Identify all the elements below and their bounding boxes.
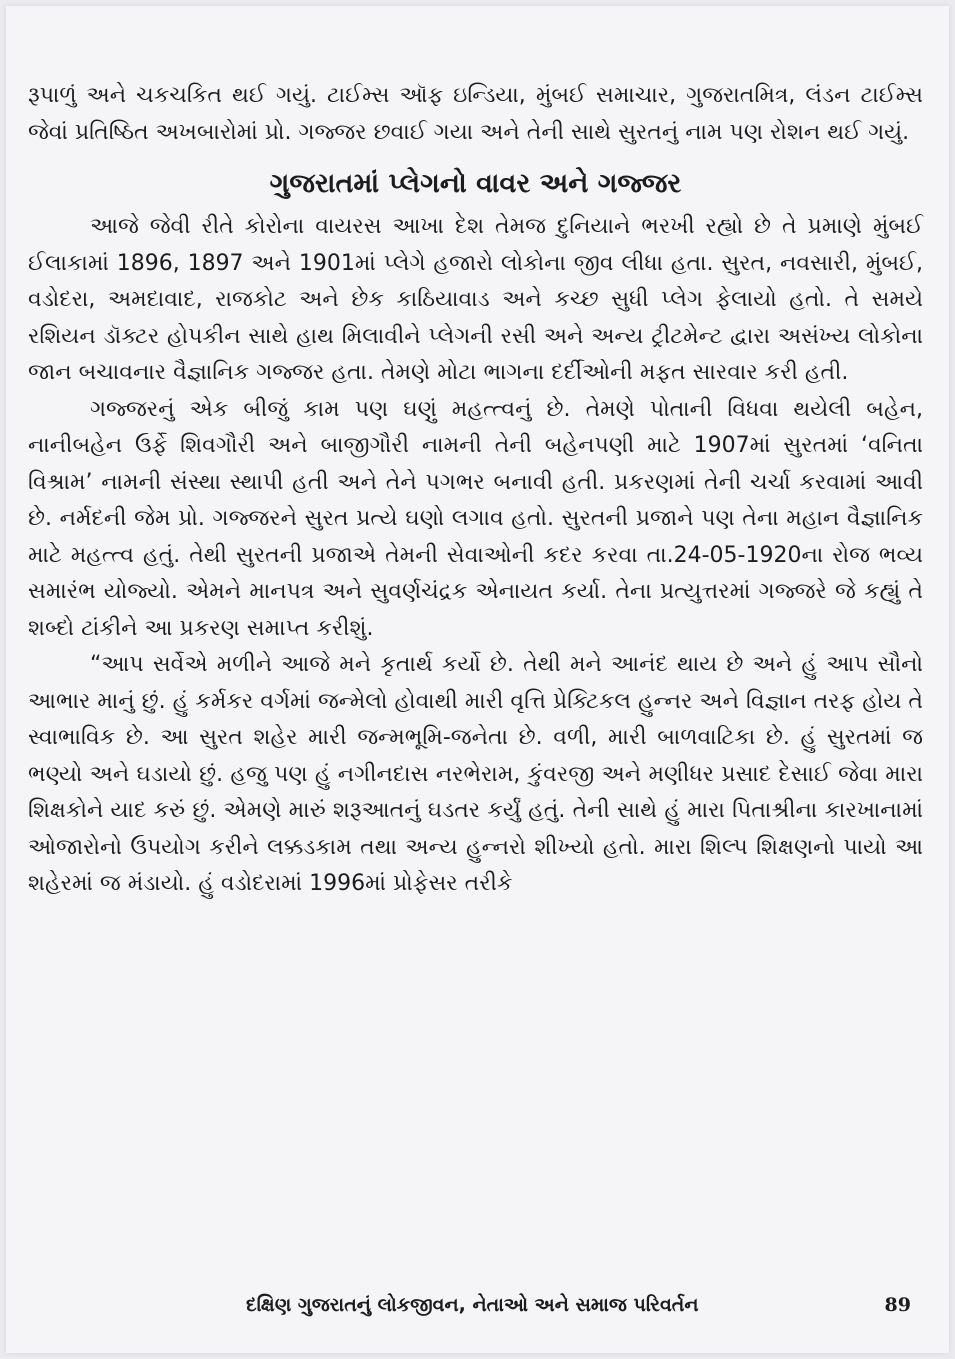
- page-number: 89: [884, 1294, 911, 1316]
- paragraph-continued: રૂપાળું અને ચકચકિત થઈ ગયું. ટાઈમ્સ ઑફ ઇન્ડિયા, મુંબઈ સમાચાર, ગુજરાતમિત્ર, લંડન ટાઈમ્સ જેવાં પ્રતિષ્ઠિત અખબારોમાં પ્રો. ગજ્જર છવાઈ ગયા અને તેની સાથે સુરતનું નામ પણ રોશન થઈ ગયું.: [28, 83, 923, 145]
- paragraph-vanita-vishram: ગજ્જરનું એક બીજું કામ પણ ઘણું મહત્ત્વનું છે. તેમણે પોતાની વિધવા થયેલી બહેન, નાનીબહેન ઉર્ફે શિવગૌરી અને બાજીગૌરી નામની તેની બહેનપણી માટે 1907માં સુરતમાં ‘વનિતા વિશ્રામ’ નામની સંસ્થા સ્થાપી હતી અને તેને પગભર બનાવી હતી. પ્રકરણમાં તેની ચર્ચા કરવામાં આવી છે. નર્મદની જેમ પ્રો. ગજ્જરને સુરત પ્રત્યે ઘણો લગાવ હતો. સુરતની પ્રજાને પણ તેના મહાન વૈજ્ઞાનિક માટે મહત્ત્વ હતું. તેથી સુરતની પ્રજાએ તેમની સેવાઓની કદર કરવા તા.24-05-1920ના રોજ ભવ્ય સમારંભ યોજ્યો. એમને માનપત્ર અને સુવર્ણચંદ્રક એનાયત કર્યા. તેના પ્રત્યુત્તરમાં ગજ્જરે જે કહ્યું તે શબ્દો ટાંકીને આ પ્રકરણ સમાપ્ત કરીશું.: [28, 396, 923, 641]
- page-content: [28, 78, 923, 903]
- paragraph-plague: આજે જેવી રીતે કોરોના વાયરસ આખા દેશ તેમજ દુનિયાને ભરખી રહ્યો છે તે પ્રમાણે મુંબઈ ઈલાકામાં 1896, 1897 અને 1901માં પ્લેગે હજારો લોકોના જીવ લીધા હતા. સુરત, નવસારી, મુંબઈ, વડોદરા, અમદાવાદ, રાજકોટ અને છેક કાઠિયાવાડ અને કચ્છ સુધી પ્લેગ ફેલાયો હતો. તે સમયે રશિયન ડૉક્ટર હોપકીન સાથે હાથ મિલાવીને પ્લેગની રસી અને અન્ય ટ્રીટમેન્ટ દ્વારા અસંખ્ય લોકોના જાન બચાવનાર વૈજ્ઞાનિક ગજ્જર હતા. તેમણે મોટા ભાગના દર્દીઓની મફત સારવાર કરી હતી.: [28, 214, 923, 385]
- paragraph-quote: “આપ સર્વેએ મળીને આજે મને કૃતાર્થ કર્યો છે. તેથી મને આનંદ થાય છે અને હું આપ સૌનો આભાર માનું છું. હું કર્મકર વર્ગમાં જન્મેલો હોવાથી મારી વૃત્તિ પ્રેક્ટિકલ હુન્નર અને વિજ્ઞાન તરફ હોય તે સ્વાભાવિક છે. આ સુરત શહેર મારી જન્મભૂમિ-જનેતા છે. વળી, મારી બાળવાટિકા છે. હું સુરતમાં જ ભણ્યો અને ઘડાયો છું. હજુ પણ હું નગીનદાસ નરભેરામ, કુંવરજી અને મણીધર પ્રસાદ દેસાઈ જેવા મારા શિક્ષકોને યાદ કરું છું. એમણે મારું શરૂઆતનું ઘડતર કર્યું હતું. તેની સાથે હું મારા પિતાશ્રીના કારખાનામાં ઓજારોનો ઉપયોગ કરીને લક્કડકામ તથા અન્ય હુન્નરો શીખ્યો હતો. મારા શિલ્પ શિક્ષણનો પાયો આ શહેરમાં જ મંડાયો. હું વડોદરામાં 1996માં પ્રોફેસર તરીકે: [28, 652, 923, 896]
- book-page: [6, 6, 949, 1353]
- section-heading: ગુજરાતમાં પ્લેગનો વાવર અને ગજ્જર: [269, 168, 682, 199]
- running-title: દક્ષિણ ગુજરાતનું લોકજીવન, નેતાઓ અને સમાજ પરિવર્તન: [246, 1294, 699, 1316]
- page-footer: [6, 1288, 949, 1328]
